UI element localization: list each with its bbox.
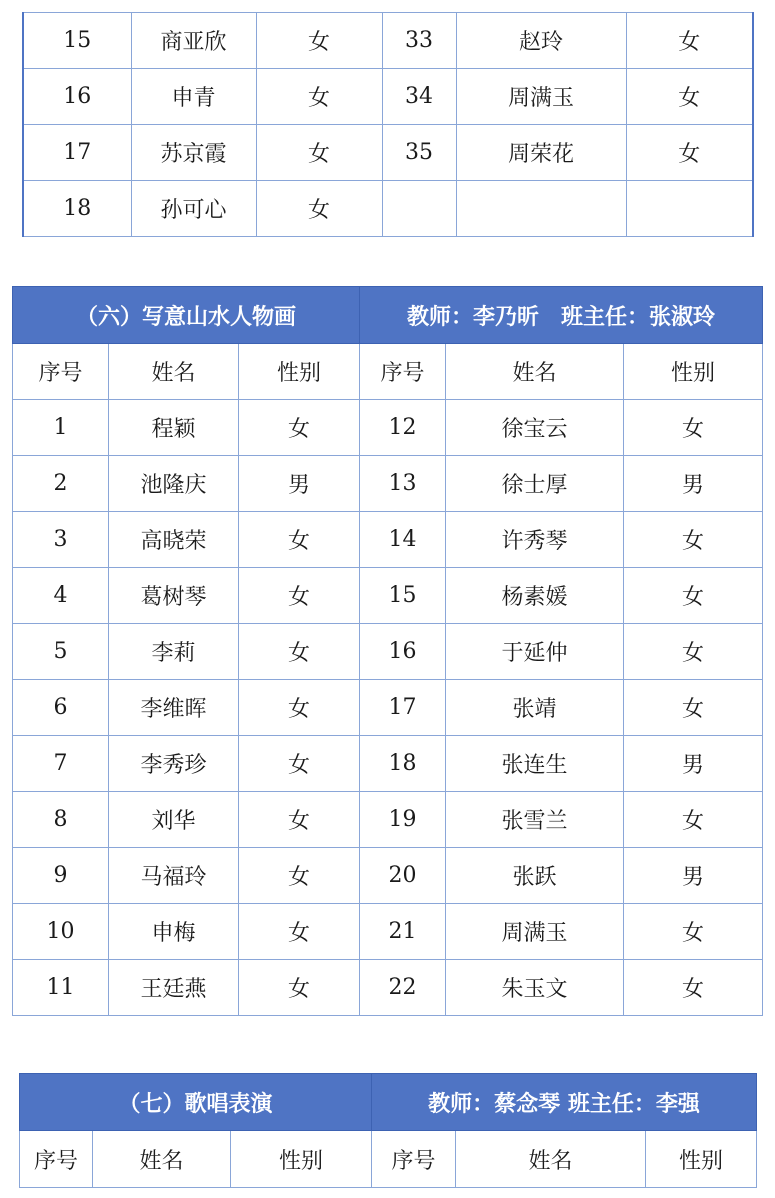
table-cell: 5 [13, 624, 109, 680]
table-cell: 男 [239, 456, 360, 512]
table-cell: 33 [382, 13, 456, 69]
table-cell: 女 [624, 960, 763, 1016]
table-cell: 申青 [131, 69, 256, 125]
table-cell: 男 [624, 736, 763, 792]
class-title: （六）写意山水人物画 [13, 287, 360, 344]
table-cell: 2 [13, 456, 109, 512]
table-cell: 李莉 [109, 624, 239, 680]
column-header: 序号 [360, 344, 446, 400]
table-cell: 池隆庆 [109, 456, 239, 512]
class-header-row [13, 287, 763, 344]
table-cell: 17 [360, 680, 446, 736]
column-header: 性别 [239, 344, 360, 400]
table-cell: 18 [23, 181, 131, 237]
table-cell: 赵玲 [456, 13, 626, 69]
table-cell: 女 [624, 400, 763, 456]
table-cell: 1 [13, 400, 109, 456]
table-row [23, 13, 753, 69]
table-cell: 女 [256, 69, 382, 125]
column-header: 序号 [13, 344, 109, 400]
table-cell: 程颖 [109, 400, 239, 456]
table-cell: 女 [239, 680, 360, 736]
column-header: 性别 [624, 344, 763, 400]
table-cell: 女 [624, 680, 763, 736]
table-cell: 申梅 [109, 904, 239, 960]
roster-table-singing [19, 1073, 757, 1188]
table-cell: 周满玉 [456, 69, 626, 125]
table-row [13, 680, 763, 736]
column-header: 序号 [20, 1131, 93, 1188]
table-cell: 女 [626, 13, 753, 69]
class-header-row [20, 1074, 757, 1131]
table-cell: 徐士厚 [446, 456, 624, 512]
table-row [13, 904, 763, 960]
table-cell: 11 [13, 960, 109, 1016]
table-cell: 18 [360, 736, 446, 792]
table-cell: 女 [624, 568, 763, 624]
table-cell: 许秀琴 [446, 512, 624, 568]
table-cell: 12 [360, 400, 446, 456]
table-cell: 女 [256, 125, 382, 181]
table-cell: 孙可心 [131, 181, 256, 237]
table-cell: 男 [624, 456, 763, 512]
table-cell: 女 [624, 512, 763, 568]
roster-table-continued [22, 12, 754, 237]
table-cell: 4 [13, 568, 109, 624]
column-header-row [20, 1131, 757, 1188]
table-cell: 苏京霞 [131, 125, 256, 181]
table-cell: 女 [626, 125, 753, 181]
table-cell: 徐宝云 [446, 400, 624, 456]
table-cell: 9 [13, 848, 109, 904]
table-cell: 3 [13, 512, 109, 568]
table-cell: 10 [13, 904, 109, 960]
table-cell: 22 [360, 960, 446, 1016]
table-cell: 葛树琴 [109, 568, 239, 624]
table-row [13, 568, 763, 624]
table-row [13, 400, 763, 456]
column-header: 性别 [231, 1131, 372, 1188]
table-cell: 35 [382, 125, 456, 181]
column-header-row [13, 344, 763, 400]
table-cell: 女 [256, 13, 382, 69]
table-cell: 张连生 [446, 736, 624, 792]
table-cell: 13 [360, 456, 446, 512]
table-cell: 7 [13, 736, 109, 792]
table-cell: 女 [239, 568, 360, 624]
table-row [23, 181, 753, 237]
table-cell: 21 [360, 904, 446, 960]
table-row [13, 792, 763, 848]
table-cell: 女 [239, 624, 360, 680]
column-header: 序号 [372, 1131, 456, 1188]
table-cell: 8 [13, 792, 109, 848]
table-cell: 14 [360, 512, 446, 568]
table-cell: 女 [239, 792, 360, 848]
table-cell: 15 [23, 13, 131, 69]
table-cell: 16 [23, 69, 131, 125]
table-cell: 17 [23, 125, 131, 181]
table-row [13, 960, 763, 1016]
class-staff: 教师：蔡念琴 班主任：李强 [372, 1074, 757, 1131]
table-row [13, 512, 763, 568]
column-header: 姓名 [93, 1131, 231, 1188]
table-cell: 20 [360, 848, 446, 904]
class-title: （七）歌唱表演 [20, 1074, 372, 1131]
table-cell: 王廷燕 [109, 960, 239, 1016]
column-header: 姓名 [446, 344, 624, 400]
table-cell: 6 [13, 680, 109, 736]
column-header: 性别 [646, 1131, 757, 1188]
table-cell: 女 [239, 904, 360, 960]
table-cell: 于延仲 [446, 624, 624, 680]
table-row [13, 456, 763, 512]
table-cell: 女 [624, 624, 763, 680]
roster-table-painting [12, 286, 763, 1016]
table-cell: 马福玲 [109, 848, 239, 904]
class-staff: 教师：李乃昕 班主任：张淑玲 [360, 287, 763, 344]
table-row [23, 69, 753, 125]
table-cell: 34 [382, 69, 456, 125]
table-row [23, 125, 753, 181]
table-cell: 高晓荣 [109, 512, 239, 568]
column-header: 姓名 [109, 344, 239, 400]
table-cell: 李秀珍 [109, 736, 239, 792]
table-cell: 女 [239, 848, 360, 904]
table-cell: 19 [360, 792, 446, 848]
table-cell: 张跃 [446, 848, 624, 904]
table-cell: 张靖 [446, 680, 624, 736]
table-cell [456, 181, 626, 237]
table-cell [626, 181, 753, 237]
table-cell: 周荣花 [456, 125, 626, 181]
table-cell: 女 [624, 792, 763, 848]
column-header: 姓名 [456, 1131, 646, 1188]
table-cell: 女 [624, 904, 763, 960]
table-cell: 女 [239, 736, 360, 792]
table-row [13, 736, 763, 792]
table-row [13, 624, 763, 680]
table-row [13, 848, 763, 904]
table-cell: 张雪兰 [446, 792, 624, 848]
table-cell: 商亚欣 [131, 13, 256, 69]
table-cell: 女 [239, 400, 360, 456]
table-cell: 女 [239, 512, 360, 568]
table-cell: 朱玉文 [446, 960, 624, 1016]
table-cell: 刘华 [109, 792, 239, 848]
table-cell [382, 181, 456, 237]
table-cell: 杨素媛 [446, 568, 624, 624]
table-cell: 女 [626, 69, 753, 125]
table-cell: 女 [239, 960, 360, 1016]
table-cell: 16 [360, 624, 446, 680]
table-cell: 李维晖 [109, 680, 239, 736]
table-cell: 男 [624, 848, 763, 904]
table-cell: 女 [256, 181, 382, 237]
table-cell: 15 [360, 568, 446, 624]
table-cell: 周满玉 [446, 904, 624, 960]
